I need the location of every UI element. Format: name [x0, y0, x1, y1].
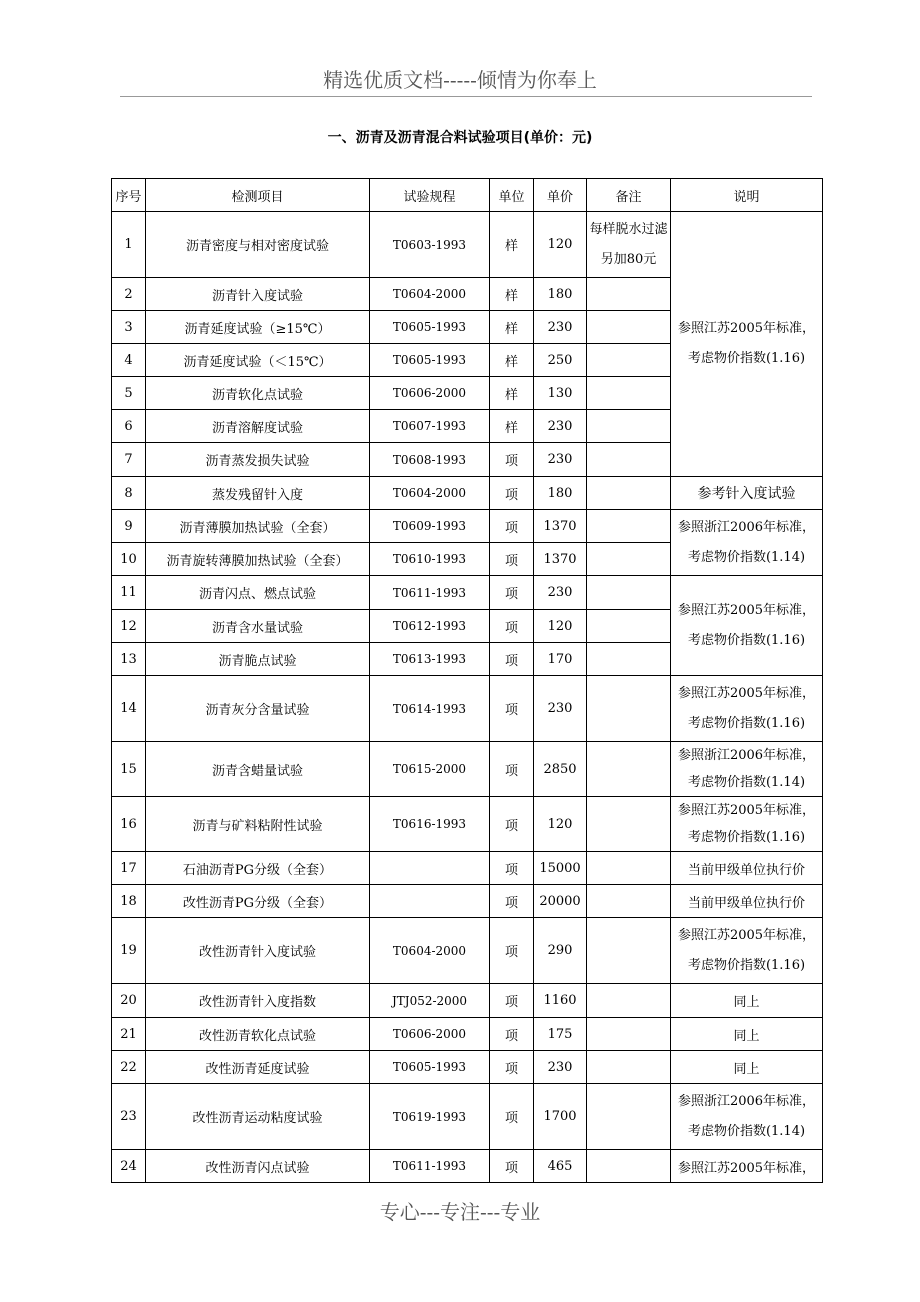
row-no: 9 — [112, 510, 146, 543]
row-note — [587, 543, 671, 576]
row-price: 230 — [534, 1051, 587, 1084]
row-standard: T0603-1993 — [370, 212, 490, 278]
row-standard: T0612-1993 — [370, 610, 490, 643]
table-title: 一、沥青及沥青混合料试验项目(单价：元) — [327, 130, 593, 146]
row-unit: 项 — [490, 543, 534, 576]
row-standard: T0605-1993 — [370, 311, 490, 344]
row-unit: 项 — [490, 1018, 534, 1051]
row-item: 沥青针入度试验 — [146, 278, 370, 311]
row-no: 21 — [112, 1018, 146, 1051]
row-standard: T0605-1993 — [370, 344, 490, 377]
row-standard: JTJ052-2000 — [370, 984, 490, 1018]
row-standard — [370, 852, 490, 885]
row-standard: T0610-1993 — [370, 543, 490, 576]
row-item: 沥青延度试验（≥15℃） — [146, 311, 370, 344]
row-price: 180 — [534, 477, 587, 510]
row-item: 改性沥青闪点试验 — [146, 1150, 370, 1183]
row-note — [587, 278, 671, 311]
row-description: 同上 — [671, 984, 823, 1018]
row-item: 沥青旋转薄膜加热试验（全套） — [146, 543, 370, 576]
col-header-note: 备注 — [587, 179, 671, 212]
row-item: 沥青薄膜加热试验（全套） — [146, 510, 370, 543]
row-standard: T0608-1993 — [370, 443, 490, 477]
row-item: 沥青密度与相对密度试验 — [146, 212, 370, 278]
row-note — [587, 797, 671, 852]
row-unit: 项 — [490, 576, 534, 610]
table-row — [112, 885, 823, 918]
row-price: 175 — [534, 1018, 587, 1051]
row-item: 改性沥青软化点试验 — [146, 1018, 370, 1051]
row-item: 沥青蒸发损失试验 — [146, 443, 370, 477]
row-item: 沥青延度试验（＜15℃） — [146, 344, 370, 377]
row-item: 沥青灰分含量试验 — [146, 676, 370, 742]
table-row — [112, 1018, 823, 1051]
row-item: 蒸发残留针入度 — [146, 477, 370, 510]
row-note — [587, 643, 671, 676]
row-standard: T0619-1993 — [370, 1084, 490, 1150]
row-unit: 项 — [490, 477, 534, 510]
row-unit: 样 — [490, 311, 534, 344]
row-standard — [370, 885, 490, 918]
row-description: 参照江苏2005年标准，考虑物价指数(1.16) — [671, 918, 823, 984]
table-row — [112, 510, 823, 543]
row-price: 130 — [534, 377, 587, 410]
row-item: 改性沥青运动粘度试验 — [146, 1084, 370, 1150]
row-no: 8 — [112, 477, 146, 510]
row-no: 16 — [112, 797, 146, 852]
row-standard: T0611-1993 — [370, 1150, 490, 1183]
row-unit: 项 — [490, 443, 534, 477]
row-standard: T0606-2000 — [370, 1018, 490, 1051]
row-standard: T0613-1993 — [370, 643, 490, 676]
row-description: 当前甲级单位执行价 — [671, 885, 823, 918]
row-note — [587, 610, 671, 643]
row-item: 改性沥青针入度指数 — [146, 984, 370, 1018]
row-standard: T0605-1993 — [370, 1051, 490, 1084]
row-standard: T0606-2000 — [370, 377, 490, 410]
row-item: 沥青含水量试验 — [146, 610, 370, 643]
col-header-standard: 试验规程 — [370, 179, 490, 212]
row-price: 120 — [534, 797, 587, 852]
table-row — [112, 1150, 823, 1183]
row-price: 250 — [534, 344, 587, 377]
row-price: 230 — [534, 676, 587, 742]
table-row — [112, 212, 823, 278]
row-no: 11 — [112, 576, 146, 610]
row-unit: 项 — [490, 984, 534, 1018]
row-unit: 项 — [490, 1051, 534, 1084]
row-item: 沥青脆点试验 — [146, 643, 370, 676]
row-item: 沥青含蜡量试验 — [146, 742, 370, 797]
row-price: 2850 — [534, 742, 587, 797]
row-no: 18 — [112, 885, 146, 918]
row-standard: T0615-2000 — [370, 742, 490, 797]
row-item: 沥青溶解度试验 — [146, 410, 370, 443]
row-description: 参照江苏2005年标准，考虑物价指数(1.16) — [671, 576, 823, 676]
row-description: 参照江苏2005年标准，考虑物价指数(1.16) — [671, 797, 823, 852]
row-price: 230 — [534, 410, 587, 443]
row-unit: 样 — [490, 377, 534, 410]
table-row — [112, 1084, 823, 1150]
row-unit: 项 — [490, 510, 534, 543]
row-price: 230 — [534, 576, 587, 610]
row-no: 22 — [112, 1051, 146, 1084]
row-unit: 项 — [490, 1084, 534, 1150]
table-row — [112, 852, 823, 885]
row-standard: T0607-1993 — [370, 410, 490, 443]
col-header-no: 序号 — [112, 179, 146, 212]
row-price: 120 — [534, 212, 587, 278]
row-price: 230 — [534, 311, 587, 344]
row-price: 1160 — [534, 984, 587, 1018]
row-no: 6 — [112, 410, 146, 443]
table-row — [112, 918, 823, 984]
row-no: 7 — [112, 443, 146, 477]
row-unit: 样 — [490, 278, 534, 311]
row-note — [587, 510, 671, 543]
row-description: 同上 — [671, 1051, 823, 1084]
row-unit: 样 — [490, 344, 534, 377]
row-unit: 项 — [490, 1150, 534, 1183]
row-price: 1370 — [534, 510, 587, 543]
row-no: 5 — [112, 377, 146, 410]
row-price: 1370 — [534, 543, 587, 576]
row-description: 当前甲级单位执行价 — [671, 852, 823, 885]
row-price: 180 — [534, 278, 587, 311]
row-unit: 项 — [490, 742, 534, 797]
row-note — [587, 852, 671, 885]
row-note — [587, 1018, 671, 1051]
table-row — [112, 576, 823, 610]
row-no: 19 — [112, 918, 146, 984]
row-no: 15 — [112, 742, 146, 797]
row-note — [587, 344, 671, 377]
row-no: 4 — [112, 344, 146, 377]
row-note — [587, 410, 671, 443]
row-note: 每样脱水过滤另加80元 — [587, 212, 671, 278]
row-description: 参照浙江2006年标准，考虑物价指数(1.14) — [671, 742, 823, 797]
row-note — [587, 311, 671, 344]
table-row — [112, 742, 823, 797]
row-note — [587, 742, 671, 797]
row-unit: 项 — [490, 918, 534, 984]
price-table — [111, 178, 823, 1183]
row-no: 1 — [112, 212, 146, 278]
row-no: 10 — [112, 543, 146, 576]
row-standard: T0609-1993 — [370, 510, 490, 543]
row-no: 3 — [112, 311, 146, 344]
row-no: 14 — [112, 676, 146, 742]
row-description: 参照浙江2006年标准，考虑物价指数(1.14) — [671, 510, 823, 576]
table-row — [112, 676, 823, 742]
row-item: 石油沥青PG分级（全套） — [146, 852, 370, 885]
row-unit: 项 — [490, 610, 534, 643]
row-unit: 项 — [490, 797, 534, 852]
row-no: 12 — [112, 610, 146, 643]
row-note — [587, 1150, 671, 1183]
row-item: 改性沥青延度试验 — [146, 1051, 370, 1084]
row-description: 参考针入度试验 — [671, 477, 823, 510]
col-header-unit: 单位 — [490, 179, 534, 212]
row-note — [587, 676, 671, 742]
row-price: 290 — [534, 918, 587, 984]
row-standard: T0604-2000 — [370, 918, 490, 984]
row-item: 沥青软化点试验 — [146, 377, 370, 410]
row-price: 15000 — [534, 852, 587, 885]
row-description: 参照浙江2006年标准，考虑物价指数(1.14) — [671, 1084, 823, 1150]
row-no: 13 — [112, 643, 146, 676]
row-item: 改性沥青PG分级（全套） — [146, 885, 370, 918]
page-footer: 专心---专注---专业 — [379, 1200, 541, 1224]
row-standard: T0604-2000 — [370, 278, 490, 311]
row-note — [587, 477, 671, 510]
row-description: 参照江苏2005年标准，考虑物价指数(1.16) — [671, 212, 823, 477]
row-unit: 样 — [490, 410, 534, 443]
row-no: 17 — [112, 852, 146, 885]
row-item: 沥青与矿料粘附性试验 — [146, 797, 370, 852]
col-header-item: 检测项目 — [146, 179, 370, 212]
row-no: 23 — [112, 1084, 146, 1150]
table-row — [112, 1051, 823, 1084]
table-row — [112, 984, 823, 1018]
row-description: 参照江苏2005年标准，考虑物价指数(1.16) — [671, 676, 823, 742]
row-note — [587, 377, 671, 410]
row-price: 170 — [534, 643, 587, 676]
row-description: 同上 — [671, 1018, 823, 1051]
row-standard: T0614-1993 — [370, 676, 490, 742]
row-unit: 样 — [490, 212, 534, 278]
row-standard: T0604-2000 — [370, 477, 490, 510]
row-item: 沥青闪点、燃点试验 — [146, 576, 370, 610]
table-header-row — [112, 179, 823, 212]
row-standard: T0616-1993 — [370, 797, 490, 852]
row-description: 参照江苏2005年标准， — [671, 1150, 823, 1183]
page-header: 精选优质文档-----倾情为你奉上 — [323, 68, 597, 92]
row-note — [587, 1051, 671, 1084]
row-price: 230 — [534, 443, 587, 477]
row-note — [587, 918, 671, 984]
row-note — [587, 885, 671, 918]
row-unit: 项 — [490, 885, 534, 918]
row-note — [587, 443, 671, 477]
row-price: 1700 — [534, 1084, 587, 1150]
header-rule — [120, 96, 812, 97]
row-standard: T0611-1993 — [370, 576, 490, 610]
col-header-description: 说明 — [671, 179, 823, 212]
col-header-price: 单价 — [534, 179, 587, 212]
table-row — [112, 477, 823, 510]
row-unit: 项 — [490, 852, 534, 885]
table-row — [112, 797, 823, 852]
row-note — [587, 576, 671, 610]
row-price: 120 — [534, 610, 587, 643]
row-note — [587, 1084, 671, 1150]
row-no: 2 — [112, 278, 146, 311]
row-unit: 项 — [490, 643, 534, 676]
row-no: 20 — [112, 984, 146, 1018]
row-no: 24 — [112, 1150, 146, 1183]
row-note — [587, 984, 671, 1018]
row-unit: 项 — [490, 676, 534, 742]
row-price: 465 — [534, 1150, 587, 1183]
row-price: 20000 — [534, 885, 587, 918]
row-item: 改性沥青针入度试验 — [146, 918, 370, 984]
